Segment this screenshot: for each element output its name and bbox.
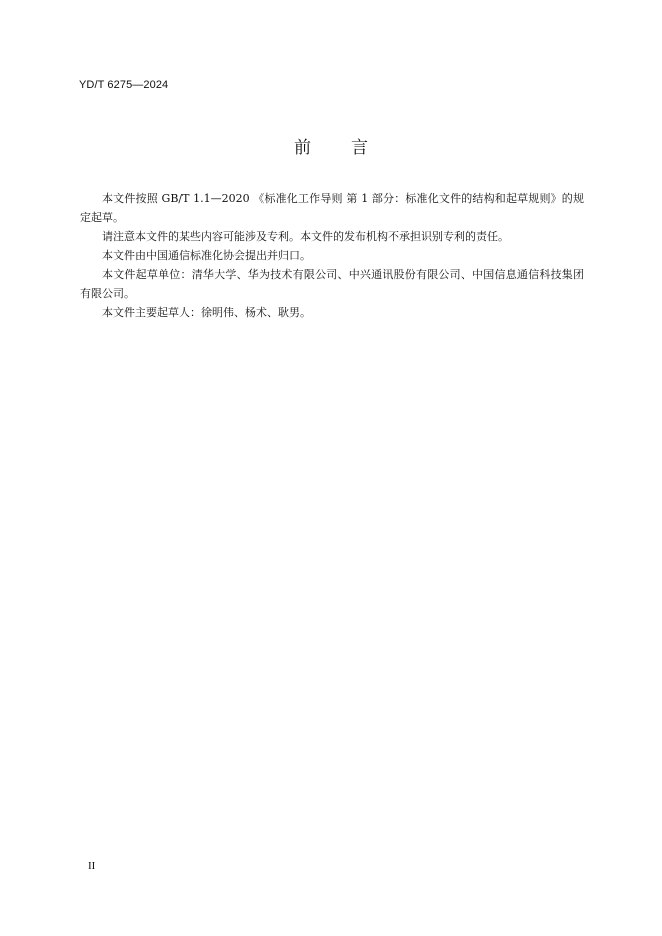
paragraph-patent-notice: 请注意本文件的某些内容可能涉及专利。本文件的发布机构不承担识别专利的责任。 bbox=[102, 230, 509, 243]
paragraph-proposer: 本文件由中国通信标准化协会提出并归口。 bbox=[102, 249, 311, 262]
paragraph-drafting-rules: 本文件按照 GB/T 1.1—2020 《标准化工作导则 第 1 部分：标准化文件的结构和起草规则》的规定起草。 bbox=[80, 192, 584, 224]
title-char-2: 言 bbox=[351, 138, 368, 158]
section-title-foreword bbox=[0, 133, 662, 158]
paragraph-drafting-organizations: 本文件起草单位：清华大学、华为技术有限公司、中兴通讯股份有限公司、中国信息通信科技集团有限公司。 bbox=[80, 268, 584, 300]
paragraph-main-drafters: 本文件主要起草人：徐明伟、杨术、耿男。 bbox=[102, 306, 311, 319]
document-code: YD/T 6275—2024 bbox=[79, 79, 169, 91]
title-char-1: 前 bbox=[294, 138, 311, 158]
foreword-body bbox=[80, 189, 584, 322]
page-number: II bbox=[88, 860, 96, 872]
